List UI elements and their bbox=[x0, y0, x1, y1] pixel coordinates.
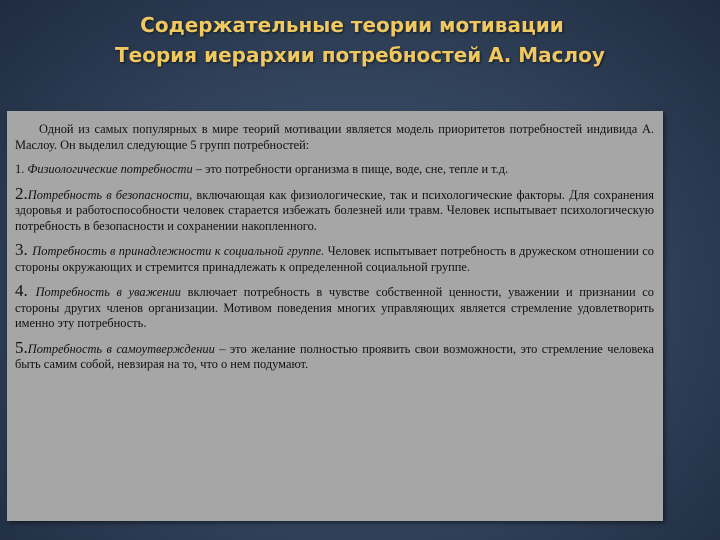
need-item-2 bbox=[15, 183, 654, 235]
item-number: 2. bbox=[15, 183, 28, 203]
title-line-2: Теория иерархии потребностей А. Маслоу bbox=[115, 43, 605, 67]
item-text: включает потребность в чувстве собственной ценности, уважении и признании со стороны других членов организации. Мотивом поведения многих управляющих является стремление удовлетворить именно эту потребность. bbox=[15, 285, 655, 330]
item-term: Физиологические потребности bbox=[27, 162, 193, 176]
item-term: Потребность в безопасности, bbox=[27, 187, 193, 202]
content-panel bbox=[7, 111, 663, 521]
item-number: 5. bbox=[15, 337, 28, 357]
slide-title bbox=[0, 10, 720, 70]
item-number: 1. bbox=[15, 162, 25, 176]
need-item-1 bbox=[15, 162, 654, 178]
item-text: – это потребности организма в пище, воде, сне, тепле и т.д. bbox=[192, 162, 509, 176]
item-text: – это желание полностью проявить свои возможности, это стремление человека быть самим собой, невзирая на то, что о нем подумают. bbox=[15, 341, 654, 371]
item-text: включающая как физиологические, так и психологические факторы. Для сохранения здоровья и работоспособности человек старается избежать болезней или травм. Человек испытывает психологическую потребность в безопасности и сохранении накопленного. bbox=[15, 187, 654, 233]
item-number: 4. bbox=[15, 281, 36, 300]
item-term: Потребность в уважении bbox=[35, 285, 181, 299]
item-number: 3. bbox=[15, 240, 33, 259]
item-term: Потребность в самоутверждении bbox=[27, 341, 215, 356]
need-item-5 bbox=[15, 337, 654, 373]
title-line-1: Содержательные теории мотивации bbox=[140, 13, 564, 37]
need-item-3 bbox=[15, 242, 654, 275]
item-text: Человек испытывает потребность в дружеском отношении со стороны окружающих и стремится принадлежать к определенной социальной группе. bbox=[15, 244, 654, 274]
item-term: Потребность в принадлежности к социальной группе. bbox=[32, 244, 325, 258]
intro-paragraph: Одной из самых популярных в мире теорий мотивации является модель приоритетов потребностей индивида А. Маслоу. Он выделил следующие 5 групп потребностей: bbox=[15, 122, 654, 152]
need-item-4 bbox=[15, 283, 654, 332]
